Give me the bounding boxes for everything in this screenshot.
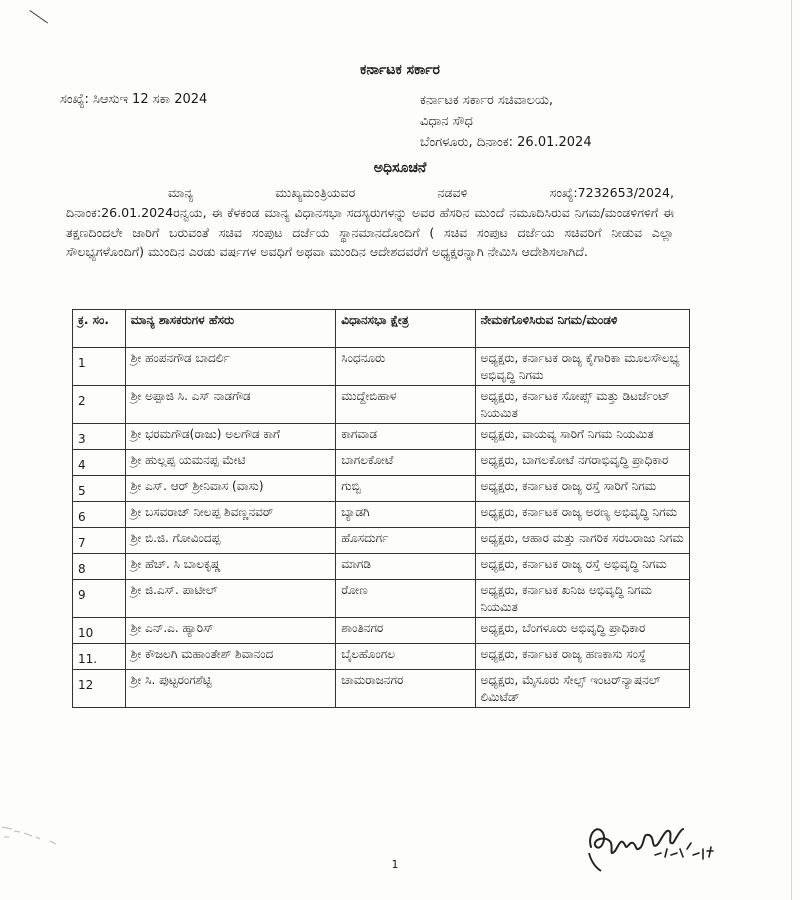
mla-name-cell: ಶ್ರೀ ಅಪ್ಪಾಜಿ ಸಿ. ಎಸ್ ನಾಡಗೌಡ (125, 386, 336, 424)
mla-name-cell: ಶ್ರೀ ಭರಮಗೌಡ(ರಾಜು) ಅಲಗೌಡ ಕಾಗೆ (125, 424, 336, 450)
table-header-row (73, 310, 690, 348)
serial-cell: 9 (73, 580, 126, 618)
notification-first-line: ಮಾನ್ಯ ಮುಖ್ಯಮಂತ್ರಿಯವರ ನಡವಳಿ ಸಂಖ್ಯೆ:7232653/2024, (168, 185, 674, 200)
mla-name-cell: ಶ್ರೀ ಎಸ್. ಆರ್ ಶ್ರೀನಿವಾಸ (ವಾಸು) (125, 476, 336, 502)
serial-cell: 4 (73, 450, 126, 476)
table-row (73, 386, 690, 424)
appointments-table (72, 309, 690, 708)
constituency-cell: ಬೈಲಹೊಂಗಲ (336, 644, 475, 670)
board-cell: ಅಧ್ಯಕ್ಷರು, ಕರ್ನಾಟಕ ರಾಜ್ಯ ಕೈಗಾರಿಕಾ ಮೂಲಸೌಲಭ್ಯ ಅಭಿವೃದ್ಧಿ ನಿಗಮ (475, 348, 690, 386)
constituency-cell: ರೋಣ (336, 580, 475, 618)
serial-cell: 2 (73, 386, 126, 424)
address-block (420, 90, 592, 153)
board-cell: ಅಧ್ಯಕ್ಷರು, ಬೆಂಗಳೂರು ಅಭಿವೃದ್ಧಿ ಪ್ರಾಧಿಕಾರ (475, 618, 690, 644)
board-cell: ಅಧ್ಯಕ್ಷರು, ಮೈಸೂರು ಸೇಲ್ಸ್ ಇಂಟರ್‌ನ್ಯಾಷನಲ್ ಲಿಮಿಟೆಡ್ (475, 670, 690, 708)
serial-cell: 11. (73, 644, 126, 670)
table-row (73, 502, 690, 528)
table-row (73, 476, 690, 502)
mla-name-cell: ಶ್ರೀ ಹುಲ್ಲಪ್ಪ ಯಮನಪ್ಪ ಮೇಟಿ (125, 450, 336, 476)
mla-name-cell: ಶ್ರೀ ಎನ್.ಎ. ಹ್ಯಾರಿಸ್ (125, 618, 336, 644)
table-row (73, 450, 690, 476)
board-cell: ಅಧ್ಯಕ್ಷರು, ಬಾಗಲಕೋಟೆ ನಗರಾಭಿವೃದ್ಧಿ ಪ್ರಾಧಿಕಾರ (475, 450, 690, 476)
address-line-date: ಬೆಂಗಳೂರು, ದಿನಾಂಕ: 26.01.2024 (420, 135, 592, 150)
board-cell: ಅಧ್ಯಕ್ಷರು, ವಾಯವ್ಯ ಸಾರಿಗೆ ನಿಗಮ ನಿಯಮಿತ (475, 424, 690, 450)
serial-cell: 6 (73, 502, 126, 528)
table-row (73, 618, 690, 644)
constituency-cell: ಮಾಗಡಿ (336, 554, 475, 580)
board-cell: ಅಧ್ಯಕ್ಷರು, ಕರ್ನಾಟಕ ಖನಿಜ ಅಭಿವೃದ್ಧಿ ನಿಗಮ ನಿಯಮಿತ (475, 580, 690, 618)
constituency-cell: ಬಾಗಲಕೋಟೆ (336, 450, 475, 476)
constituency-cell: ಬ್ಯಾಡಗಿ (336, 502, 475, 528)
serial-cell: 7 (73, 528, 126, 554)
notification-title: ಅಧಿಸೂಚನೆ (373, 160, 427, 176)
mla-name-cell: ಶ್ರೀ ಸಿ. ಪುಟ್ಟರಂಗಶೆಟ್ಟಿ (125, 670, 336, 708)
mla-name-cell: ಶ್ರೀ ಹಂಪನಗೌಡ ಬಾದರ್ಲಿ (125, 348, 336, 386)
page-edge (791, 0, 792, 900)
header-serial: ಕ್ರ. ಸಂ. (73, 310, 126, 348)
serial-cell: 8 (73, 554, 126, 580)
notification-body (66, 183, 674, 262)
scan-corner-mark (18, 10, 48, 40)
order-number: ಸಂಖ್ಯೆ: ಸಿಆಸುಇ 12 ಸಕಾ 2024 (60, 92, 208, 107)
serial-cell: 5 (73, 476, 126, 502)
serial-cell: 12 (73, 670, 126, 708)
mla-name-cell: ಶ್ರೀ ಹೆಚ್. ಸಿ ಬಾಲಕೃಷ್ಣ (125, 554, 336, 580)
constituency-cell: ಚಾಮರಾಜನಗರ (336, 670, 475, 708)
notification-paragraph: ದಿನಾಂಕ:26.01.2024ರನ್ವಯ, ಈ ಕೆಳಕಂಡ ಮಾನ್ಯ ವಿಧಾನಸಭಾ ಸದಸ್ಯರುಗಳನ್ನು ಅವರ ಹೆಸರಿನ ಮುಂದೆ ನಮೂದಿಸಿರುವ ನಿಗಮ/ಮಂಡಳಿಗಳಿಗೆ ಈ ತಕ್ಷಣದಿಂದಲೇ ಜಾರಿಗೆ ಬರುವಂತೆ ಸಚಿವ ಸಂಪುಟ ದರ್ಜೆಯ ಸ್ಥಾನಮಾನದೊಂದಿಗೆ ( ಸಚಿವ ಸಂಪುಟ ದರ್ಜೆಯ ಸಚಿವರಿಗೆ ನೀಡುವ ಎಲ್ಲಾ ಸೌಲಭ್ಯಗಳೊಂದಿಗೆ) ಮುಂದಿನ ಎರಡು ವರ್ಷಗಳ ಅವಧಿಗೆ ಅಥವಾ ಮುಂದಿನ ಆದೇಶದವರೆಗೆ ಅಧ್ಯಕ್ಷರನ್ನಾಗಿ ನೇಮಿಸಿ ಆದೇಶಿಸಲಾಗಿದೆ. (66, 204, 674, 260)
header-mla-name: ಮಾನ್ಯ ಶಾಸಕರುಗಳ ಹೆಸರು (125, 310, 336, 348)
government-title: ಕರ್ನಾಟಕ ಸರ್ಕಾರ (360, 62, 440, 78)
constituency-cell: ಮುದ್ದೇಬಿಹಾಳ (336, 386, 475, 424)
header-board: ನೇಮಕಗೊಳಿಸಿರುವ ನಿಗಮ/ಮಂಡಳಿ (475, 310, 690, 348)
table-row (73, 424, 690, 450)
mla-name-cell: ಶ್ರೀ ಜಿ.ಎಸ್. ಪಾಟೀಲ್ (125, 580, 336, 618)
constituency-cell: ಶಾಂತಿನಗರ (336, 618, 475, 644)
table-row (73, 580, 690, 618)
constituency-cell: ಗುಬ್ಬಿ (336, 476, 475, 502)
scan-noise-marks (0, 815, 80, 855)
table-row (73, 348, 690, 386)
mla-name-cell: ಶ್ರೀ ಬಿ.ಜಿ. ಗೋವಿಂದಪ್ಪ (125, 528, 336, 554)
constituency-cell: ಸಿಂಧನೂರು (336, 348, 475, 386)
mla-name-cell: ಶ್ರೀ ಬಸವರಾಜ್ ನೀಲಪ್ಪ ಶಿವಣ್ಣನವರ್ (125, 502, 336, 528)
constituency-cell: ಕಾಗವಾಡ (336, 424, 475, 450)
table-row (73, 644, 690, 670)
serial-cell: 10 (73, 618, 126, 644)
table-row (73, 528, 690, 554)
board-cell: ಅಧ್ಯಕ್ಷರು, ಕರ್ನಾಟಕ ರಾಜ್ಯ ಹಣಕಾಸು ಸಂಸ್ಥೆ (475, 644, 690, 670)
address-line-secretariat: ಕರ್ನಾಟಕ ಸರ್ಕಾರ ಸಚಿವಾಲಯ, (420, 93, 554, 108)
page-number: 1 (391, 858, 399, 871)
constituency-cell: ಹೊಸದುರ್ಗ (336, 528, 475, 554)
header-constituency: ವಿಧಾನಸಭಾ ಕ್ಷೇತ್ರ (336, 310, 475, 348)
serial-cell: 3 (73, 424, 126, 450)
serial-cell: 1 (73, 348, 126, 386)
board-cell: ಅಧ್ಯಕ್ಷರು, ಕರ್ನಾಟಕ ಸೋಪ್ಸ್ ಮತ್ತು ಡಿಟರ್ಜೆಂಟ್ ನಿಯಮಿತ (475, 386, 690, 424)
mla-name-cell: ಶ್ರೀ ಕೌಜಲಗಿ ಮಹಾಂತೇಶ್ ಶಿವಾನಂದ (125, 644, 336, 670)
table-row (73, 554, 690, 580)
board-cell: ಅಧ್ಯಕ್ಷರು, ಕರ್ನಾಟಕ ರಾಜ್ಯ ಅರಣ್ಯ ಅಭಿವೃದ್ಧಿ ನಿಗಮ (475, 502, 690, 528)
board-cell: ಅಧ್ಯಕ್ಷರು, ಕರ್ನಾಟಕ ರಾಜ್ಯ ರಸ್ತೆ ಅಭಿವೃದ್ಧಿ ನಿಗಮ (475, 554, 690, 580)
board-cell: ಅಧ್ಯಕ್ಷರು, ಕರ್ನಾಟಕ ರಾಜ್ಯ ರಸ್ತೆ ಸಾರಿಗೆ ನಿಗಮ (475, 476, 690, 502)
address-line-vidhana-soudha: ವಿಧಾನ ಸೌಧ (420, 114, 473, 129)
table-row (73, 670, 690, 708)
board-cell: ಅಧ್ಯಕ್ಷರು, ಆಹಾರ ಮತ್ತು ನಾಗರಿಕ ಸರಬರಾಜು ನಿಗಮ (475, 528, 690, 554)
